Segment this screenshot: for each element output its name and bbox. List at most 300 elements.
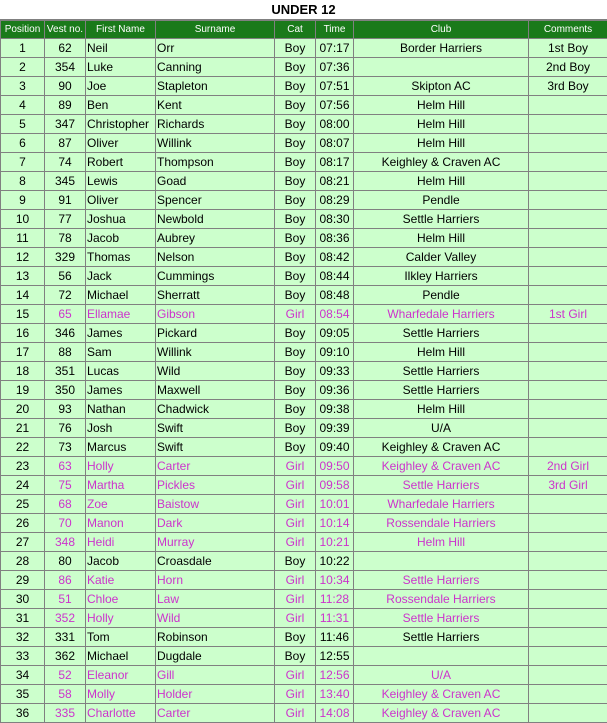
cell-vest-no: 78 [45, 229, 86, 248]
cell-time: 08:44 [316, 267, 354, 286]
cell-first-name: Martha [86, 476, 156, 495]
cell-cat: Boy [275, 381, 316, 400]
cell-position: 20 [1, 400, 45, 419]
cell-first-name: Marcus [86, 438, 156, 457]
header-cat: Cat [275, 21, 316, 39]
cell-vest-no: 62 [45, 39, 86, 58]
cell-club [354, 552, 529, 571]
cell-position: 34 [1, 666, 45, 685]
table-row [1, 552, 607, 571]
cell-vest-no: 90 [45, 77, 86, 96]
cell-surname: Goad [156, 172, 275, 191]
table-row [1, 343, 607, 362]
cell-vest-no: 75 [45, 476, 86, 495]
cell-comments [529, 172, 607, 191]
cell-cat: Boy [275, 647, 316, 666]
cell-time: 10:01 [316, 495, 354, 514]
cell-position: 12 [1, 248, 45, 267]
cell-comments [529, 647, 607, 666]
cell-vest-no: 335 [45, 704, 86, 723]
cell-first-name: Joshua [86, 210, 156, 229]
cell-club: Keighley & Craven AC [354, 685, 529, 704]
cell-position: 29 [1, 571, 45, 590]
cell-comments [529, 419, 607, 438]
cell-comments: 1st Girl [529, 305, 607, 324]
cell-comments [529, 495, 607, 514]
cell-vest-no: 72 [45, 286, 86, 305]
cell-position: 21 [1, 419, 45, 438]
table-row [1, 96, 607, 115]
cell-position: 27 [1, 533, 45, 552]
cell-position: 9 [1, 191, 45, 210]
cell-cat: Boy [275, 229, 316, 248]
cell-first-name: Michael [86, 286, 156, 305]
cell-club: Settle Harriers [354, 210, 529, 229]
cell-time: 11:46 [316, 628, 354, 647]
cell-cat: Girl [275, 514, 316, 533]
cell-comments [529, 400, 607, 419]
cell-time: 09:39 [316, 419, 354, 438]
cell-vest-no: 87 [45, 134, 86, 153]
cell-surname: Law [156, 590, 275, 609]
table-row [1, 419, 607, 438]
cell-comments [529, 533, 607, 552]
cell-surname: Chadwick [156, 400, 275, 419]
cell-position: 33 [1, 647, 45, 666]
cell-first-name: Nathan [86, 400, 156, 419]
cell-position: 1 [1, 39, 45, 58]
cell-cat: Girl [275, 533, 316, 552]
cell-club: U/A [354, 666, 529, 685]
cell-position: 16 [1, 324, 45, 343]
cell-club: Keighley & Craven AC [354, 438, 529, 457]
cell-vest-no: 348 [45, 533, 86, 552]
cell-vest-no: 73 [45, 438, 86, 457]
cell-vest-no: 354 [45, 58, 86, 77]
cell-cat: Boy [275, 210, 316, 229]
cell-club: Settle Harriers [354, 362, 529, 381]
cell-surname: Carter [156, 457, 275, 476]
cell-comments [529, 134, 607, 153]
cell-position: 11 [1, 229, 45, 248]
table-row [1, 267, 607, 286]
cell-position: 13 [1, 267, 45, 286]
cell-first-name: Michael [86, 647, 156, 666]
cell-club: Rossendale Harriers [354, 590, 529, 609]
cell-vest-no: 74 [45, 153, 86, 172]
cell-first-name: James [86, 381, 156, 400]
cell-vest-no: 76 [45, 419, 86, 438]
cell-comments [529, 267, 607, 286]
cell-position: 36 [1, 704, 45, 723]
cell-position: 14 [1, 286, 45, 305]
cell-surname: Croasdale [156, 552, 275, 571]
cell-comments: 2nd Girl [529, 457, 607, 476]
cell-time: 14:08 [316, 704, 354, 723]
cell-comments: 1st Boy [529, 39, 607, 58]
cell-club: Helm Hill [354, 96, 529, 115]
cell-first-name: Jacob [86, 229, 156, 248]
cell-time: 10:34 [316, 571, 354, 590]
cell-position: 8 [1, 172, 45, 191]
cell-time: 07:51 [316, 77, 354, 96]
cell-club: Helm Hill [354, 229, 529, 248]
table-row [1, 191, 607, 210]
table-row [1, 438, 607, 457]
cell-comments [529, 704, 607, 723]
cell-surname: Horn [156, 571, 275, 590]
cell-position: 25 [1, 495, 45, 514]
cell-cat: Girl [275, 685, 316, 704]
cell-vest-no: 91 [45, 191, 86, 210]
cell-comments [529, 96, 607, 115]
cell-club: Settle Harriers [354, 609, 529, 628]
cell-cat: Boy [275, 286, 316, 305]
table-row [1, 381, 607, 400]
cell-surname: Spencer [156, 191, 275, 210]
cell-surname: Cummings [156, 267, 275, 286]
table-row [1, 153, 607, 172]
cell-cat: Boy [275, 39, 316, 58]
cell-time: 07:56 [316, 96, 354, 115]
cell-comments [529, 666, 607, 685]
cell-time: 08:07 [316, 134, 354, 153]
cell-club: Keighley & Craven AC [354, 153, 529, 172]
table-row [1, 134, 607, 153]
cell-first-name: Tom [86, 628, 156, 647]
cell-club: Rossendale Harriers [354, 514, 529, 533]
cell-time: 08:17 [316, 153, 354, 172]
cell-club: Helm Hill [354, 533, 529, 552]
cell-comments [529, 191, 607, 210]
table-row [1, 571, 607, 590]
cell-first-name: Lucas [86, 362, 156, 381]
cell-surname: Orr [156, 39, 275, 58]
cell-vest-no: 51 [45, 590, 86, 609]
cell-comments [529, 229, 607, 248]
cell-comments [529, 343, 607, 362]
cell-comments [529, 115, 607, 134]
table-row [1, 533, 607, 552]
cell-cat: Girl [275, 609, 316, 628]
cell-cat: Girl [275, 704, 316, 723]
cell-comments [529, 248, 607, 267]
cell-time: 08:30 [316, 210, 354, 229]
cell-time: 09:58 [316, 476, 354, 495]
cell-time: 07:36 [316, 58, 354, 77]
cell-surname: Canning [156, 58, 275, 77]
cell-vest-no: 346 [45, 324, 86, 343]
cell-position: 15 [1, 305, 45, 324]
cell-surname: Pickard [156, 324, 275, 343]
table-row [1, 476, 607, 495]
cell-comments [529, 590, 607, 609]
cell-first-name: Luke [86, 58, 156, 77]
table-row [1, 172, 607, 191]
cell-position: 26 [1, 514, 45, 533]
cell-club: Pendle [354, 191, 529, 210]
cell-first-name: Eleanor [86, 666, 156, 685]
cell-comments [529, 286, 607, 305]
table-row [1, 514, 607, 533]
cell-vest-no: 93 [45, 400, 86, 419]
table-row [1, 229, 607, 248]
cell-time: 08:36 [316, 229, 354, 248]
cell-surname: Gibson [156, 305, 275, 324]
cell-comments [529, 609, 607, 628]
cell-first-name: Sam [86, 343, 156, 362]
cell-club: Wharfedale Harriers [354, 305, 529, 324]
cell-club: Helm Hill [354, 172, 529, 191]
cell-comments [529, 381, 607, 400]
cell-surname: Maxwell [156, 381, 275, 400]
cell-time: 08:54 [316, 305, 354, 324]
cell-surname: Murray [156, 533, 275, 552]
cell-cat: Girl [275, 476, 316, 495]
cell-time: 08:29 [316, 191, 354, 210]
cell-first-name: Josh [86, 419, 156, 438]
header-club: Club [354, 21, 529, 39]
cell-position: 22 [1, 438, 45, 457]
table-row [1, 248, 607, 267]
table-row [1, 210, 607, 229]
table-row [1, 77, 607, 96]
cell-position: 32 [1, 628, 45, 647]
cell-first-name: Holly [86, 609, 156, 628]
cell-club: Helm Hill [354, 343, 529, 362]
cell-position: 18 [1, 362, 45, 381]
cell-cat: Boy [275, 628, 316, 647]
cell-position: 6 [1, 134, 45, 153]
header-surname: Surname [156, 21, 275, 39]
cell-time: 12:56 [316, 666, 354, 685]
cell-vest-no: 331 [45, 628, 86, 647]
cell-club: Helm Hill [354, 400, 529, 419]
cell-vest-no: 347 [45, 115, 86, 134]
table-row [1, 400, 607, 419]
cell-time: 08:00 [316, 115, 354, 134]
cell-vest-no: 65 [45, 305, 86, 324]
cell-comments [529, 628, 607, 647]
cell-comments: 3rd Girl [529, 476, 607, 495]
cell-comments [529, 552, 607, 571]
cell-surname: Aubrey [156, 229, 275, 248]
header-row [1, 21, 607, 39]
cell-vest-no: 56 [45, 267, 86, 286]
cell-position: 10 [1, 210, 45, 229]
cell-vest-no: 63 [45, 457, 86, 476]
cell-surname: Dugdale [156, 647, 275, 666]
table-row [1, 286, 607, 305]
table-row [1, 685, 607, 704]
cell-time: 10:21 [316, 533, 354, 552]
cell-comments [529, 362, 607, 381]
cell-vest-no: 350 [45, 381, 86, 400]
cell-comments: 2nd Boy [529, 58, 607, 77]
header-first-name: First Name [86, 21, 156, 39]
table-row [1, 609, 607, 628]
cell-surname: Richards [156, 115, 275, 134]
cell-cat: Girl [275, 305, 316, 324]
cell-surname: Newbold [156, 210, 275, 229]
cell-club: Settle Harriers [354, 571, 529, 590]
cell-comments [529, 571, 607, 590]
cell-club: Settle Harriers [354, 476, 529, 495]
cell-cat: Boy [275, 362, 316, 381]
cell-cat: Boy [275, 419, 316, 438]
cell-position: 17 [1, 343, 45, 362]
cell-cat: Boy [275, 172, 316, 191]
table-row [1, 58, 607, 77]
table-row [1, 305, 607, 324]
cell-vest-no: 70 [45, 514, 86, 533]
cell-surname: Thompson [156, 153, 275, 172]
table-row [1, 628, 607, 647]
cell-club: Settle Harriers [354, 628, 529, 647]
cell-club: Helm Hill [354, 134, 529, 153]
cell-first-name: Oliver [86, 191, 156, 210]
cell-first-name: Ellamae [86, 305, 156, 324]
cell-club: Settle Harriers [354, 324, 529, 343]
table-row [1, 324, 607, 343]
cell-club [354, 647, 529, 666]
cell-time: 09:05 [316, 324, 354, 343]
cell-position: 30 [1, 590, 45, 609]
table-row [1, 39, 607, 58]
cell-cat: Boy [275, 191, 316, 210]
cell-surname: Holder [156, 685, 275, 704]
cell-surname: Willink [156, 134, 275, 153]
cell-time: 09:10 [316, 343, 354, 362]
cell-vest-no: 329 [45, 248, 86, 267]
cell-cat: Girl [275, 571, 316, 590]
cell-time: 09:38 [316, 400, 354, 419]
cell-time: 13:40 [316, 685, 354, 704]
cell-time: 11:28 [316, 590, 354, 609]
cell-first-name: Molly [86, 685, 156, 704]
cell-first-name: Chloe [86, 590, 156, 609]
cell-first-name: Christopher [86, 115, 156, 134]
header-time: Time [316, 21, 354, 39]
cell-first-name: Holly [86, 457, 156, 476]
cell-club: Skipton AC [354, 77, 529, 96]
results-table [0, 20, 607, 723]
cell-time: 09:36 [316, 381, 354, 400]
cell-time: 10:22 [316, 552, 354, 571]
cell-vest-no: 58 [45, 685, 86, 704]
cell-surname: Carter [156, 704, 275, 723]
cell-vest-no: 86 [45, 571, 86, 590]
cell-time: 11:31 [316, 609, 354, 628]
cell-first-name: Jack [86, 267, 156, 286]
cell-position: 4 [1, 96, 45, 115]
cell-first-name: Joe [86, 77, 156, 96]
table-row [1, 704, 607, 723]
cell-cat: Boy [275, 115, 316, 134]
cell-position: 23 [1, 457, 45, 476]
cell-surname: Kent [156, 96, 275, 115]
cell-position: 24 [1, 476, 45, 495]
cell-cat: Boy [275, 96, 316, 115]
table-row [1, 666, 607, 685]
cell-cat: Boy [275, 267, 316, 286]
cell-cat: Boy [275, 153, 316, 172]
cell-club: Ilkley Harriers [354, 267, 529, 286]
cell-first-name: Katie [86, 571, 156, 590]
table-row [1, 495, 607, 514]
cell-surname: Gill [156, 666, 275, 685]
cell-position: 31 [1, 609, 45, 628]
table-row [1, 457, 607, 476]
cell-first-name: Zoe [86, 495, 156, 514]
cell-vest-no: 68 [45, 495, 86, 514]
cell-position: 28 [1, 552, 45, 571]
cell-comments [529, 324, 607, 343]
cell-club: Pendle [354, 286, 529, 305]
cell-vest-no: 80 [45, 552, 86, 571]
cell-cat: Boy [275, 400, 316, 419]
cell-club: Helm Hill [354, 115, 529, 134]
cell-first-name: Jacob [86, 552, 156, 571]
header-vest-no: Vest no. [45, 21, 86, 39]
cell-first-name: Manon [86, 514, 156, 533]
cell-first-name: Oliver [86, 134, 156, 153]
cell-cat: Boy [275, 438, 316, 457]
cell-first-name: Robert [86, 153, 156, 172]
cell-vest-no: 351 [45, 362, 86, 381]
cell-first-name: Thomas [86, 248, 156, 267]
cell-cat: Girl [275, 590, 316, 609]
cell-surname: Stapleton [156, 77, 275, 96]
header-comments: Comments [529, 21, 607, 39]
cell-surname: Willink [156, 343, 275, 362]
cell-first-name: Neil [86, 39, 156, 58]
cell-surname: Baistow [156, 495, 275, 514]
cell-cat: Boy [275, 343, 316, 362]
cell-comments [529, 685, 607, 704]
cell-time: 08:21 [316, 172, 354, 191]
cell-position: 2 [1, 58, 45, 77]
cell-vest-no: 52 [45, 666, 86, 685]
table-row [1, 362, 607, 381]
cell-comments [529, 514, 607, 533]
cell-club: Keighley & Craven AC [354, 704, 529, 723]
cell-first-name: Lewis [86, 172, 156, 191]
cell-surname: Wild [156, 362, 275, 381]
cell-time: 09:33 [316, 362, 354, 381]
cell-surname: Wild [156, 609, 275, 628]
cell-vest-no: 89 [45, 96, 86, 115]
table-row [1, 590, 607, 609]
table-row [1, 115, 607, 134]
cell-time: 09:50 [316, 457, 354, 476]
cell-club: Calder Valley [354, 248, 529, 267]
cell-time: 08:48 [316, 286, 354, 305]
cell-club: Wharfedale Harriers [354, 495, 529, 514]
cell-surname: Sherratt [156, 286, 275, 305]
cell-club: Border Harriers [354, 39, 529, 58]
cell-surname: Dark [156, 514, 275, 533]
cell-position: 5 [1, 115, 45, 134]
cell-first-name: Heidi [86, 533, 156, 552]
header-position: Position [1, 21, 45, 39]
cell-time: 10:14 [316, 514, 354, 533]
cell-position: 35 [1, 685, 45, 704]
cell-cat: Boy [275, 77, 316, 96]
cell-comments [529, 153, 607, 172]
cell-comments: 3rd Boy [529, 77, 607, 96]
cell-cat: Boy [275, 248, 316, 267]
